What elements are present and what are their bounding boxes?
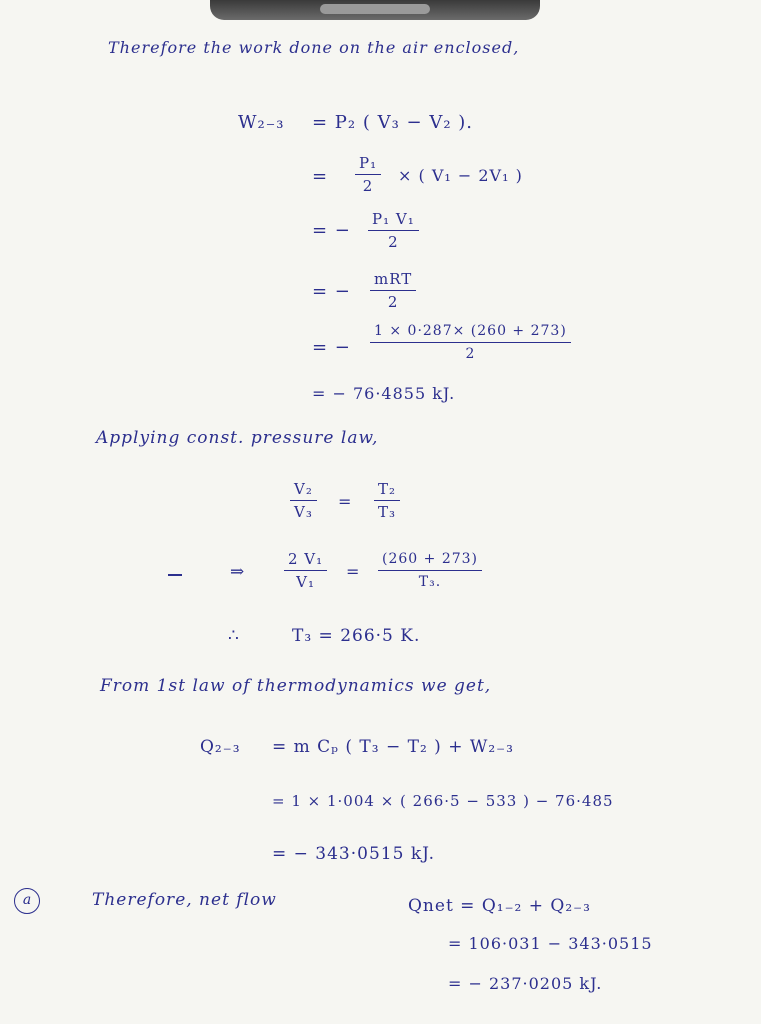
- law-sub-lhs-fraction: [284, 548, 327, 593]
- work-step1: = P₂ ( V₃ − V₂ ).: [312, 112, 474, 133]
- fraction-numerator: 1 × 0·287× (260 + 273): [370, 320, 571, 343]
- heat-lhs: Q₂₋₃: [200, 737, 241, 757]
- fraction-numerator: P₁ V₁: [368, 208, 419, 231]
- equals-minus: = −: [312, 220, 351, 241]
- fraction-denominator: T₃.: [418, 574, 442, 590]
- margin-dash: [168, 574, 182, 576]
- fraction-denominator: T₃: [378, 503, 397, 521]
- equals-sign: =: [338, 492, 353, 511]
- t3-result: T₃ = 266·5 K.: [292, 626, 421, 646]
- heat-line2: = 1 × 1·004 × ( 266·5 − 533 ) − 76·485: [272, 792, 614, 810]
- equals-minus: = −: [312, 281, 351, 302]
- applying-heading: Applying const. pressure law,: [96, 428, 379, 448]
- fraction-numerator: T₂: [374, 478, 400, 501]
- fraction-denominator: V₁: [296, 573, 316, 591]
- work-step3-fraction: [368, 208, 419, 253]
- heat-line3: = − 343·0515 kJ.: [272, 844, 436, 864]
- equals-minus: = −: [312, 337, 351, 358]
- notebook-binding: [210, 0, 540, 20]
- net-line2: = 106·031 − 343·0515: [448, 934, 653, 953]
- implies-arrow: ⇒: [230, 562, 246, 582]
- law-lhs-fraction: [290, 478, 317, 523]
- work-step5-fraction: [370, 320, 571, 365]
- fraction-numerator: 2 V₁: [284, 548, 327, 571]
- law-rhs-fraction: [374, 478, 400, 523]
- first-law-heading: From 1st law of thermodynamics we get,: [100, 676, 492, 696]
- work-step2-fraction: [355, 152, 381, 197]
- intro-text: Therefore the work done on the air enclosed,: [108, 38, 520, 57]
- net-line1: Qnet = Q₁₋₂ + Q₂₋₃: [408, 896, 591, 916]
- fraction-denominator: 2: [387, 293, 399, 311]
- fraction-denominator: 2: [362, 177, 374, 195]
- equals-sign: =: [312, 166, 329, 187]
- work-step4-fraction: [370, 268, 416, 313]
- fraction-denominator: 2: [388, 233, 399, 251]
- fraction-denominator: V₃: [294, 503, 313, 521]
- part-label: a: [14, 888, 40, 914]
- fraction-numerator: P₁: [355, 152, 381, 175]
- work-step2-rest: × ( V₁ − 2V₁ ): [398, 166, 523, 185]
- fraction-numerator: V₂: [290, 478, 317, 501]
- work-lhs: W₂₋₃: [238, 112, 285, 133]
- work-result: = − 76·4855 kJ.: [312, 384, 456, 403]
- therefore-symbol: ∴: [228, 626, 240, 646]
- equals-sign: =: [346, 562, 361, 581]
- law-sub-rhs-fraction: [378, 548, 482, 593]
- net-line3: = − 237·0205 kJ.: [448, 974, 603, 993]
- fraction-numerator: (260 + 273): [378, 548, 482, 571]
- net-lead: Therefore, net flow: [92, 890, 277, 910]
- fraction-denominator: 2: [465, 346, 476, 362]
- heat-line1: = m Cₚ ( T₃ − T₂ ) + W₂₋₃: [272, 737, 514, 757]
- fraction-numerator: mRT: [370, 268, 416, 291]
